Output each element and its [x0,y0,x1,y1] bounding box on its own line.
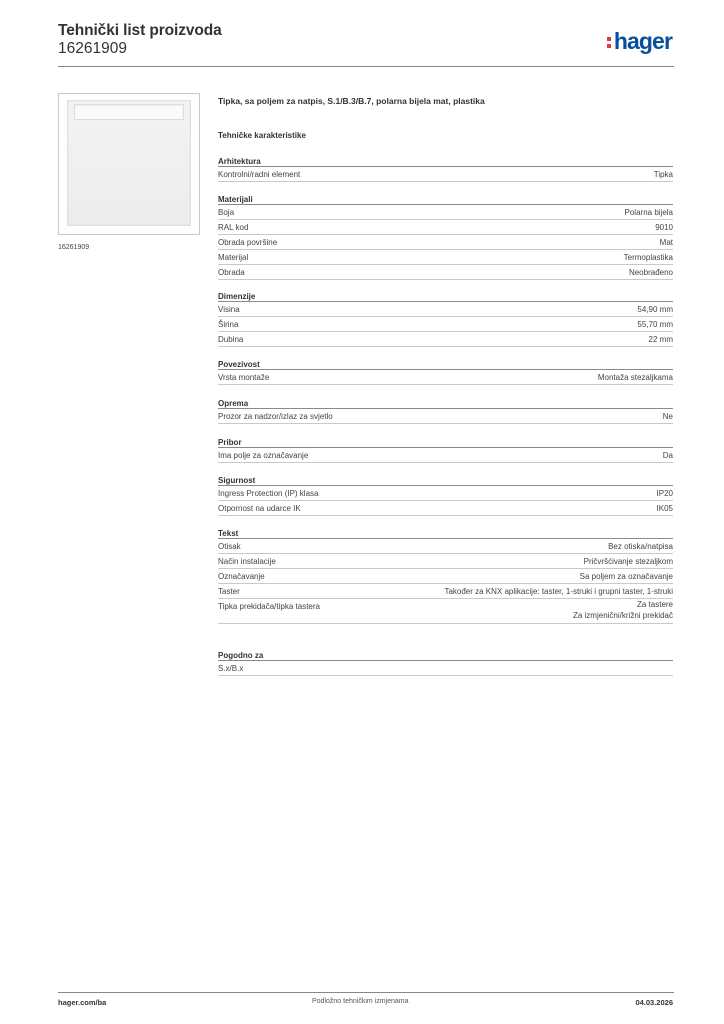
group-title: Arhitektura [218,156,673,167]
group-dimenzije [218,291,673,347]
row-value: Montaža stezaljkama [597,373,673,382]
row-label: Visina [218,305,240,314]
row-value: Pričvršćivanje stezaljkom [583,557,673,566]
group-title: Materijali [218,194,673,205]
logo-dots-icon [607,33,612,50]
table-row [218,220,673,235]
row-label: Kontrolni/radni element [218,170,301,179]
row-value [573,600,673,621]
table-row [218,584,673,599]
group-title: Pogodno za [218,650,673,661]
table-row [218,235,673,250]
row-label: Tipka prekidača/tipka tastera [218,602,320,611]
row-value-line: Za izmjenični/križni prekidač [572,610,673,620]
product-content [218,96,673,140]
row-value: Termoplastika [623,253,673,262]
row-label: Boja [218,208,235,217]
table-row [218,599,673,624]
row-value: 54,90 mm [637,305,673,314]
push-button-plate [67,100,191,226]
group-arhitektura [218,156,673,182]
group-tekst [218,528,673,624]
row-label: RAL kod [218,223,249,232]
row-label: Dubina [218,335,244,344]
row-label: Označavanje [218,572,265,581]
document-number: 16261909 [58,40,127,57]
row-value: 9010 [655,223,673,232]
table-row [218,265,673,280]
footer-date: 04.03.2026 [635,998,673,1007]
technical-characteristics-heading: Tehničke karakteristike [218,131,306,140]
row-label: Obrada [218,268,245,277]
document-title: Tehnički list proizvoda [58,22,222,39]
product-description: Tipka, sa poljem za natpis, S.1/B.3/B.7, polarna bijela mat, plastika [218,96,485,106]
row-value: 55,70 mm [637,320,673,329]
footer-divider [58,992,674,993]
group-povezivost [218,359,673,385]
table-row [218,569,673,584]
row-label: S.x/B.x [218,664,244,673]
page-header [58,22,674,70]
row-label: Ima polje za označavanje [218,451,309,460]
table-row [218,205,673,220]
row-value: 22 mm [648,335,673,344]
row-label: Širina [218,320,239,329]
row-value: Polarna bijela [624,208,673,217]
hager-logo [607,28,672,55]
row-value: Mat [659,238,673,247]
row-value: Ne [662,412,673,421]
group-title: Povezivost [218,359,673,370]
group-title: Tekst [218,528,673,539]
row-label: Način instalacije [218,557,276,566]
table-row [218,317,673,332]
table-row [218,370,673,385]
row-label: Prozor za nadzor/izlaz za svjetlo [218,412,333,421]
table-row [218,448,673,463]
table-row [218,539,673,554]
row-value: Također za KNX aplikacije: taster, 1-struki i grupni taster, 1-struki [444,587,673,596]
footer-website: hager.com/ba [58,998,107,1007]
group-oprema [218,398,673,424]
table-row [218,167,673,182]
row-label: Otisak [218,542,241,551]
row-value-line: Za tastere [636,600,673,609]
group-title: Pribor [218,437,673,448]
row-value: Neobrađeno [628,268,673,277]
row-value: IP20 [656,489,673,498]
table-row [218,409,673,424]
row-label: Otpornost na udarce IK [218,504,301,513]
row-label: Vrsta montaže [218,373,270,382]
group-sigurnost [218,475,673,516]
table-row [218,332,673,347]
group-materijali [218,194,673,280]
group-pogodno-za [218,650,673,676]
header-divider [58,66,674,67]
table-row [218,554,673,569]
row-label: Materijal [218,253,249,262]
logo-text: hager [613,28,672,54]
row-value: IK05 [656,504,673,513]
label-field [74,104,184,120]
row-value: Bez otiska/natpisa [608,542,673,551]
row-label: Taster [218,587,240,596]
group-pribor [218,437,673,463]
group-title: Oprema [218,398,673,409]
row-value: Da [662,451,673,460]
table-row [218,486,673,501]
row-label: Obrada površine [218,238,278,247]
row-label: Ingress Protection (IP) klasa [218,489,319,498]
footer-notice: Podložno tehničkim izmjenama [312,998,409,1005]
row-value: Tipka [653,170,673,179]
group-title: Sigurnost [218,475,673,486]
table-row [218,302,673,317]
row-value: Sa poljem za označavanje [579,572,673,581]
table-row [218,501,673,516]
group-title: Dimenzije [218,291,673,302]
product-image [58,93,200,235]
image-caption: 16261909 [58,244,90,251]
table-row [218,661,673,676]
table-row [218,250,673,265]
